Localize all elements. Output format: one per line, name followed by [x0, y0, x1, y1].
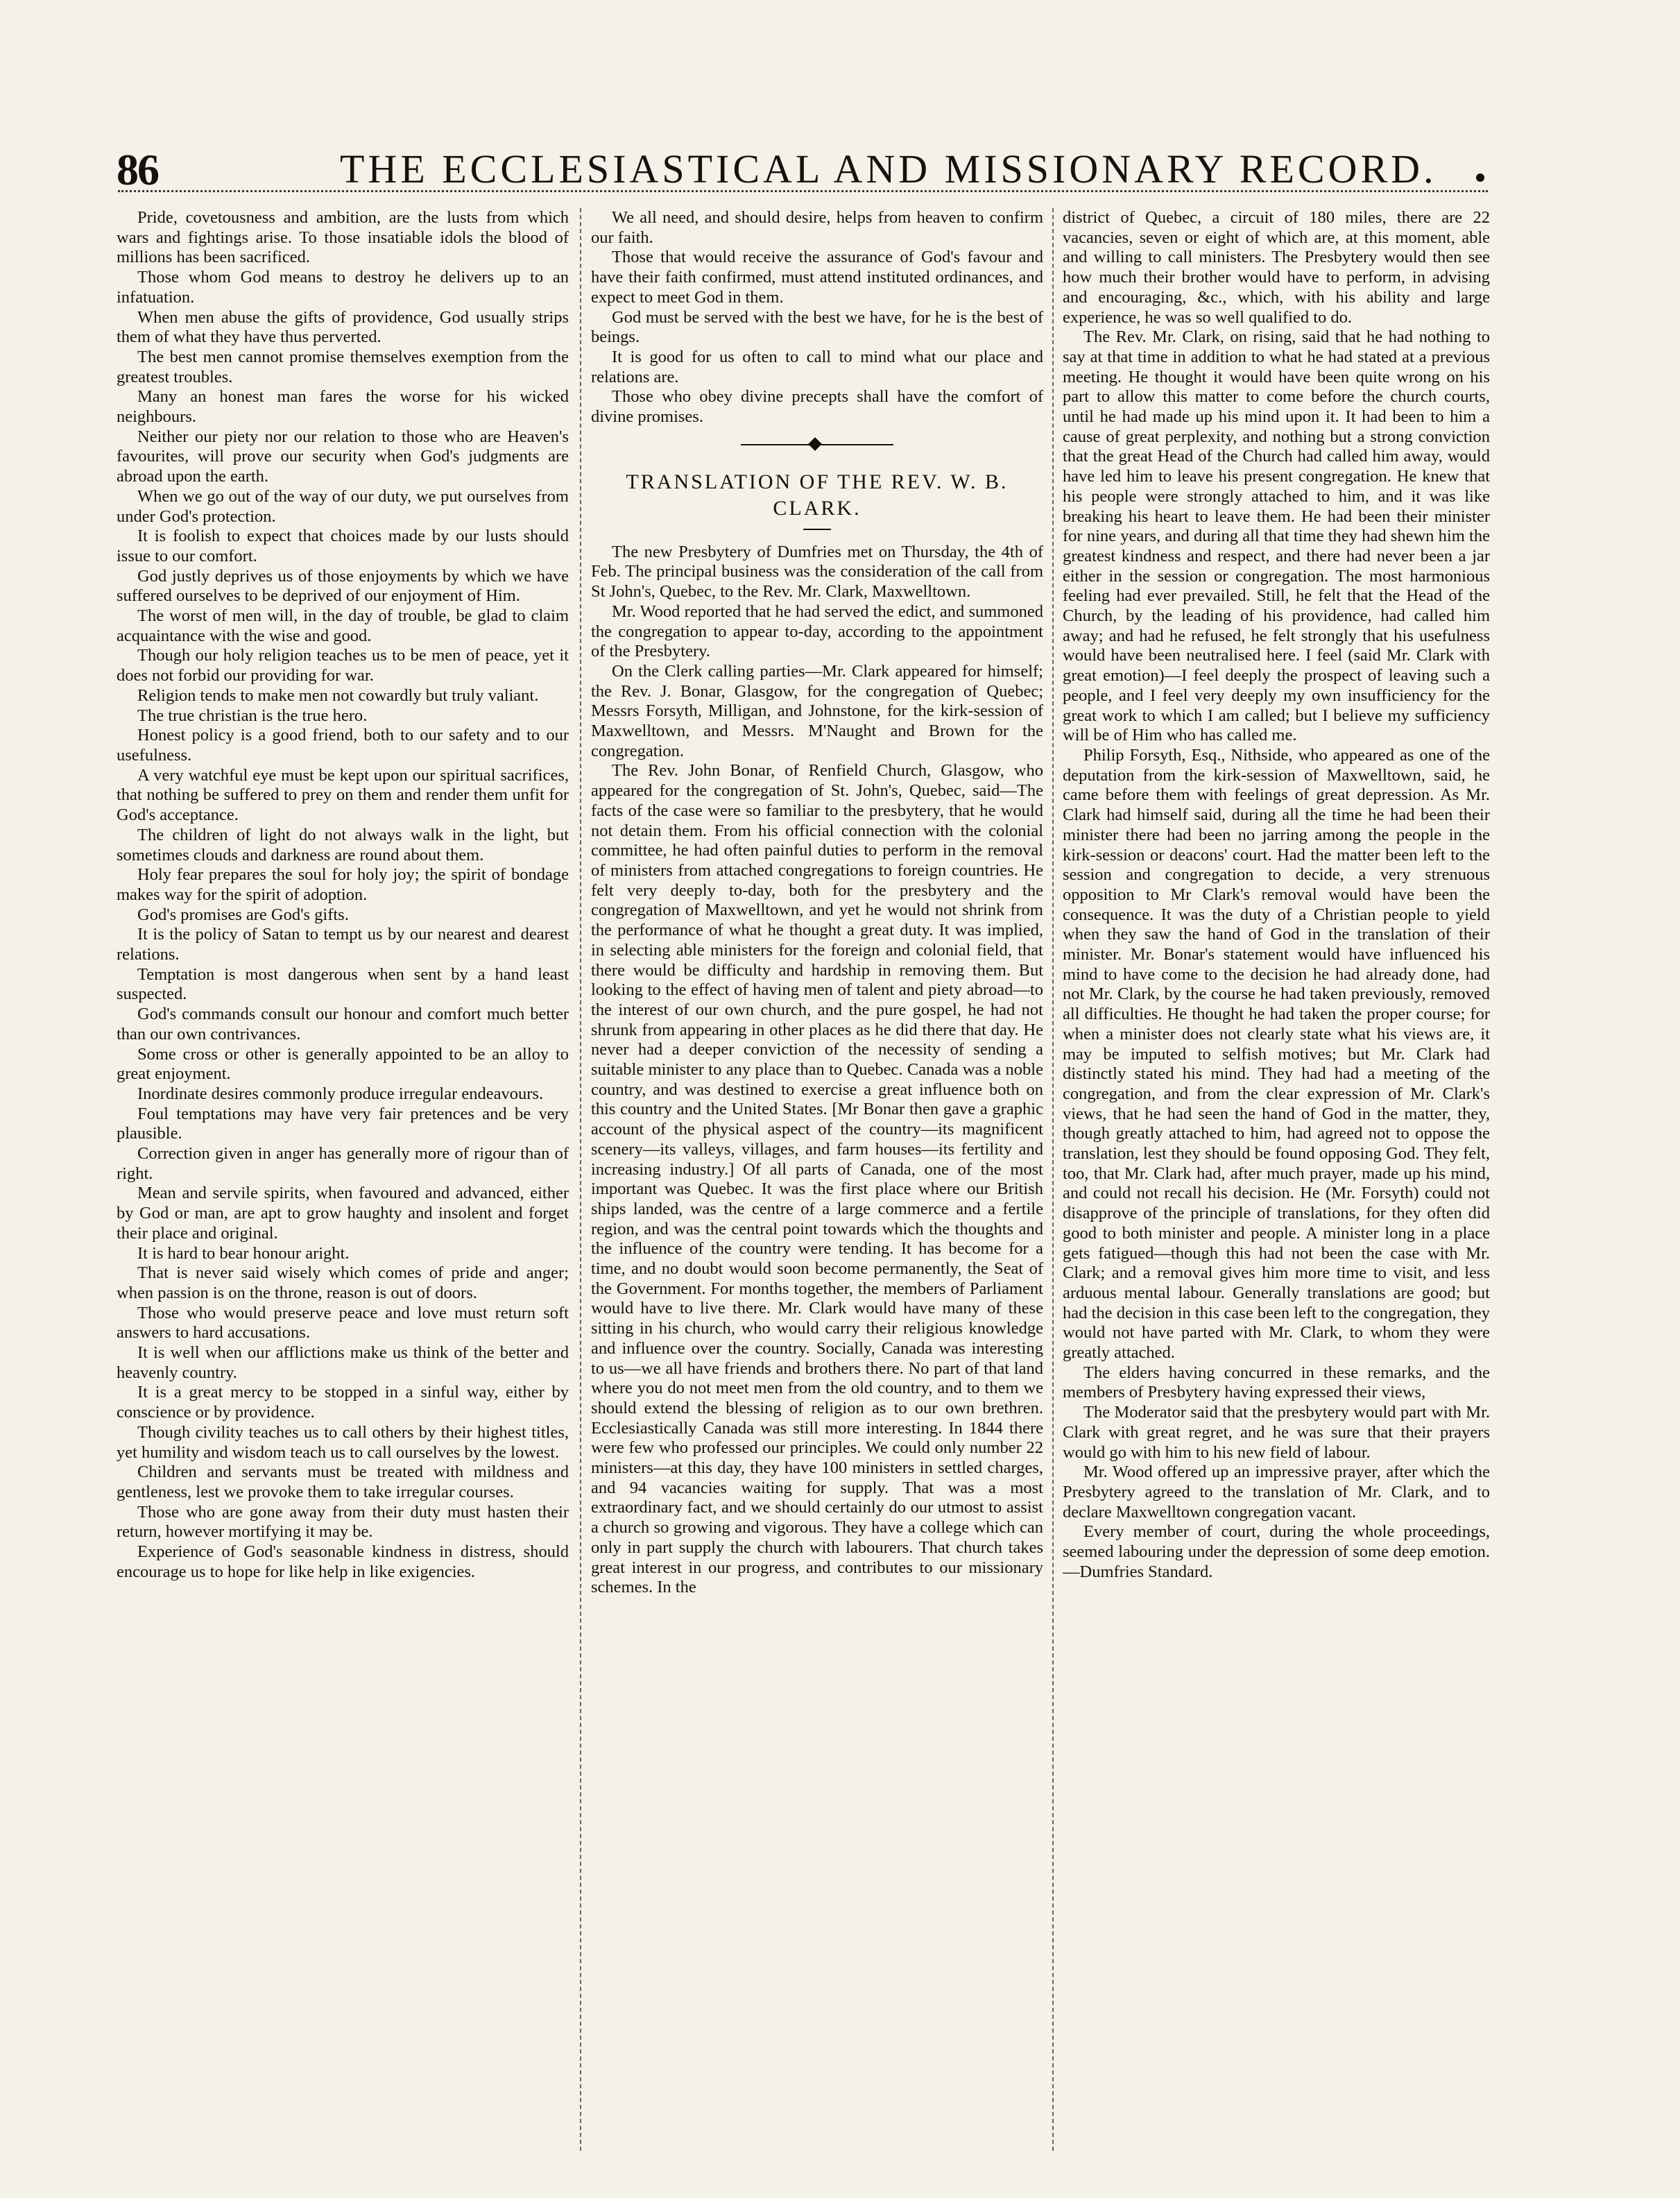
paragraph: When men abuse the gifts of providence, God usually strips them of what they have thus perverted. [117, 307, 569, 347]
paragraph: It is the policy of Satan to tempt us by our nearest and dearest relations. [117, 925, 569, 964]
paragraph: We all need, and should desire, helps from heaven to confirm our faith. [591, 208, 1043, 247]
paragraph: Every member of court, during the whole proceedings, seemed labouring under the depression of some deep emotion.—Dumfries Standard. [1063, 1522, 1490, 1581]
column-right [1063, 208, 1490, 2158]
paragraph: The Rev. John Bonar, of Renfield Church, Glasgow, who appeared for the congregation of St. John's, Quebec, said—The facts of the case were so familiar to the presbytery, that he would not detain them. From his official connection with the colonial committee, he had often painful duties to perform in the removal of ministers from attached congregations to foreign countries. He felt very deeply to-day, both for the presbytery and the congregation of Maxwelltown, and yet he would not shrink from the performance of what he thought a great duty. It was implied, in selecting able ministers for the foreign and colonial field, that there would be difficulty and hardship in removing them. But looking to the effect of having men of talent and piety abroad—to the interest of our own church, and the pure gospel, he had not shrunk from appearing in other places as he did there that day. He never had a deeper conviction of the necessity of sending a suitable minister to any place than to Quebec. Canada was a noble country, and was destined to exercise a great influence both on this country and the United States. [Mr Bonar then gave a graphic account of the physical aspect of the country—its magnificent scenery—its valleys, villages, and farm houses—its fertility and increasing industry.] Of all parts of Canada, one of the most important was Quebec. It was the first place where our British ships landed, was the centre of a large commerce and a fertile region, and was the central point towards which the thoughts and the influence of the country were tending. It has become for a time, and no doubt would soon become permanently, the Seat of the Government. For months together, the members of Parliament would have to live there. Mr. Clark would have many of these sitting in his church, who would carry their religious knowledge and influence over the country. Socially, Canada was interesting to us—we all have friends and brothers there. No part of that land where you do not meet men from the old country, and to them we should extend the blessing of religion as to our own brethren. Ecclesiastically Canada was still more interesting. In 1844 there were few who professed our principles. We could only number 22 ministers—at this day, they have 100 ministers in settled charges, and 94 vacancies waiting for supply. That was a most extraordinary fact, and we should certainly do our utmost to assist a church so growing and vigorous. They have a college which can only in part supply the church with labourers. That church takes great interest in our progress, and contributes to our missionary schemes. In the [591, 761, 1043, 1597]
paragraph: The true christian is the true hero. [137, 706, 368, 725]
paragraph: Some cross or other is generally appointed to be an alloy to great enjoyment. [117, 1044, 569, 1084]
column-middle [591, 208, 1043, 2158]
paragraph: It is a great mercy to be stopped in a sinful way, either by conscience or by providence. [117, 1383, 569, 1422]
paragraph: Correction given in anger has generally more of rigour than of right. [117, 1144, 569, 1183]
paragraph: It is foolish to expect that choices made by our lusts should issue to our comfort. [117, 527, 569, 565]
article-title: TRANSLATION OF THE REV. W. B. CLARK. [626, 470, 1009, 520]
paragraph: Temptation is most dangerous when sent by a hand least suspected. [117, 964, 569, 1004]
paragraph: Many an honest man fares the worse for his wicked neighbours. [117, 387, 569, 427]
paragraph: Mr. Wood offered up an impressive prayer, after which the Presbytery agreed to the translation of Mr. Clark, and to declare Maxwelltown congregation vacant. [1063, 1463, 1490, 1522]
paragraph: Mr. Wood reported that he had served the edict, and summoned the congregation to appear to-day, according to the appointment of the Presbytery. [591, 602, 1043, 661]
header-rule [118, 190, 1488, 192]
paragraph: It is well when our afflictions make us think of the better and heavenly country. [117, 1343, 569, 1382]
page-number: 86 [117, 145, 158, 194]
article-body-continued [1063, 327, 1490, 1582]
paragraph: The best men cannot promise themselves exemption from the greatest troubles. [117, 347, 569, 386]
paragraph: The Rev. Mr. Clark, on rising, said that he had nothing to say at that time in addition to what he had stated at a previous meeting. He thought it would have been quite wrong on his part to allow this matter to come before the church courts, until he had made up his mind upon it. It had been to him a cause of great perplexity, and nothing but a strong conviction that the great Head of the Church had called him away, would have led him to leave his present congregation. He knew that his people were strongly attached to him, and it was like breaking his heart to leave them. He had been their minister for nine years, and during all that time they had shewn him the greatest kindness and respect, and there had never been a jar either in the session or congregation. The most harmonious feeling had ever prevailed. Still, he felt that the Head of the Church, by the leading of his providence, had called him away; and had he refused, he felt strongly that his usefulness would have been neutralised here. I feel (said Mr. Clark with great emotion)—I feel deeply the prospect of leaving such a people, and I feel very deeply my own insufficiency for the great work to which I am called; but I believe my sufficiency will be of Him who has called me. [1063, 327, 1490, 745]
paragraph: On the Clerk calling parties—Mr. Clark appeared for himself; the Rev. J. Bonar, Glasgow, for the congregation of Quebec; Messrs Forsyth, Milligan, and Johnstone, for the kirk-session of Maxwelltown, and Messrs. M'Naught and Brown for the congregation. [591, 661, 1043, 760]
paragraph: That is never said wisely which comes of pride and anger; when passion is on the throne, reason is out of doors. [117, 1263, 569, 1302]
paragraph: Neither our piety nor our relation to those who are Heaven's favourites, will prove our security when God's judgments are abroad upon the earth. [117, 427, 569, 486]
paragraph: Though civility teaches us to call others by their highest titles, yet humility and wisdom teach us to call ourselves by the lowest. [117, 1422, 569, 1462]
column-left [117, 208, 569, 2158]
paragraph: Religion tends to make men not cowardly but truly valiant. [137, 685, 539, 705]
column-separator [580, 208, 581, 2151]
paragraph: Philip Forsyth, Esq., Nithside, who appeared as one of the deputation from the kirk-session of Maxwelltown, said, he came before them with feelings of great depression. As Mr. Clark had himself said, during all the time he had been their minister there had been no jarring among the people in the kirk-session or deacons' court. Had the matter been left to the session and congregation to decide, a very strenuous opposition to Mr Clark's removal would have been the consequence. It was the duty of a Christian people to yield when they saw the hand of God in the translation of their minister. Mr. Bonar's statement would have influenced his mind to have come to the decision he had already done, had not Mr. Clark, by the course he had taken previously, removed all difficulties. He thought he had taken the proper course; for when a minister does not clearly state what his views are, it may be imputed to selfish motives; but Mr. Clark had distinctly stated his mind. They had had a meeting of the congregation, and from the clear expression of Mr. Clark's views, that he had seen the hand of God in the matter, they, though greatly attached to him, had agreed not to oppose the translation, lest they should be found opposing God. They felt, too, that Mr. Clark had, after much prayer, made up his mind, and could not recall his decision. He (Mr. Forsyth) could not disapprove of the principle of translations, for they often did good to both minister and people. A minister long in a place gets fatigued—though this had not been the case with Mr. Clark; and a removal gives him more time to visit, and less arduous mental labour. Generally translations are good; but had the decision in this case been left to the congregation, they would not have parted with Mr. Clark, to whom they were greatly attached. [1063, 745, 1490, 1363]
running-title: THE ECCLESIASTICAL AND MISSIONARY RECORD. [340, 146, 1437, 191]
paragraph: The Moderator said that the presbytery would part with Mr. Clark with great regret, and he was sure that their prayers would go with him to his new field of labour. [1063, 1403, 1490, 1462]
paragraph: A very watchful eye must be kept upon our spiritual sacrifices, that nothing be suffered to prey on them and render them unfit for God's acceptance. [117, 765, 569, 825]
article-body [591, 543, 1043, 1598]
header-dot [1476, 173, 1484, 182]
paragraph: God's promises are God's gifts. [137, 905, 349, 924]
article-continuation: district of Quebec, a circuit of 180 miles, there are 22 vacancies, seven or eight of which are, at this moment, able and willing to call ministers. The Presbytery would then see how much their brother would have to perform, in advising and encouraging, &c., which, with his ability and large experience, he was so well qualified to do. [1063, 208, 1490, 327]
paragraph: Honest policy is a good friend, both to our safety and to our usefulness. [117, 726, 569, 765]
paragraph: The children of light do not always walk in the light, but sometimes clouds and darkness are round about them. [117, 825, 569, 864]
paragraph: The worst of men will, in the day of trouble, be glad to claim acquaintance with the wise and good. [117, 606, 569, 645]
ornament-divider [741, 444, 893, 445]
paragraph: Though our holy religion teaches us to be men of peace, yet it does not forbid our providing for war. [117, 646, 569, 685]
paragraph: Those who are gone away from their duty must hasten their return, however mortifying it may be. [117, 1502, 569, 1542]
paragraph: God must be served with the best we have, for he is the best of beings. [591, 307, 1043, 347]
paragraph: Experience of God's seasonable kindness in distress, should encourage us to hope for like help in like exigencies. [117, 1542, 569, 1581]
column-separator [1052, 208, 1054, 2151]
paragraph: Children and servants must be treated with mildness and gentleness, lest we provoke them to take irregular courses. [117, 1463, 569, 1501]
paragraph: Inordinate desires commonly produce irregular endeavours. [137, 1084, 544, 1103]
paragraph: The elders having concurred in these remarks, and the members of Presbytery having expressed their views, [1063, 1363, 1490, 1402]
paragraph: Holy fear prepares the soul for holy joy; the spirit of bondage makes way for the spirit of adoption. [117, 865, 569, 904]
paragraph: Those that would receive the assurance of God's favour and have their faith confirmed, must attend instituted ordinances, and expect to meet God in them. [591, 248, 1043, 307]
paragraph: The new Presbytery of Dumfries met on Thursday, the 4th of Feb. The principal business was the consideration of the call from St John's, Quebec, to the Rev. Mr. Clark, Maxwelltown. [591, 542, 1043, 602]
paragraph: Mean and servile spirits, when favoured and advanced, either by God or man, are apt to grow haughty and insolent and forget their place and original. [117, 1184, 569, 1243]
paragraph: Those whom God means to destroy he delivers up to an infatuation. [117, 268, 569, 307]
paragraph: It is hard to bear honour aright. [137, 1243, 350, 1263]
title-rule [803, 529, 831, 530]
paragraph: God's commands consult our honour and comfort much better than our own contrivances. [117, 1005, 569, 1043]
maxims-continuation [591, 208, 1043, 427]
paragraph: Foul temptations may have very fair pretences and be very plausible. [117, 1104, 569, 1143]
paragraph: Pride, covetousness and ambition, are the lusts from which wars and fightings arise. To those insatiable idols the blood of millions has been sacrificed. [117, 208, 569, 267]
diamond-ornament-icon [808, 437, 822, 451]
paragraph: Those who obey divine precepts shall have the comfort of divine promises. [591, 387, 1043, 427]
paragraph: It is good for us often to call to mind what our place and relations are. [591, 347, 1043, 386]
paragraph: When we go out of the way of our duty, we put ourselves from under God's protection. [117, 486, 569, 526]
paragraph: Those who would preserve peace and love must return soft answers to hard accusations. [117, 1303, 569, 1343]
paragraph: God justly deprives us of those enjoyments by which we have suffered ourselves to be deprived of our enjoyment of Him. [117, 566, 569, 606]
